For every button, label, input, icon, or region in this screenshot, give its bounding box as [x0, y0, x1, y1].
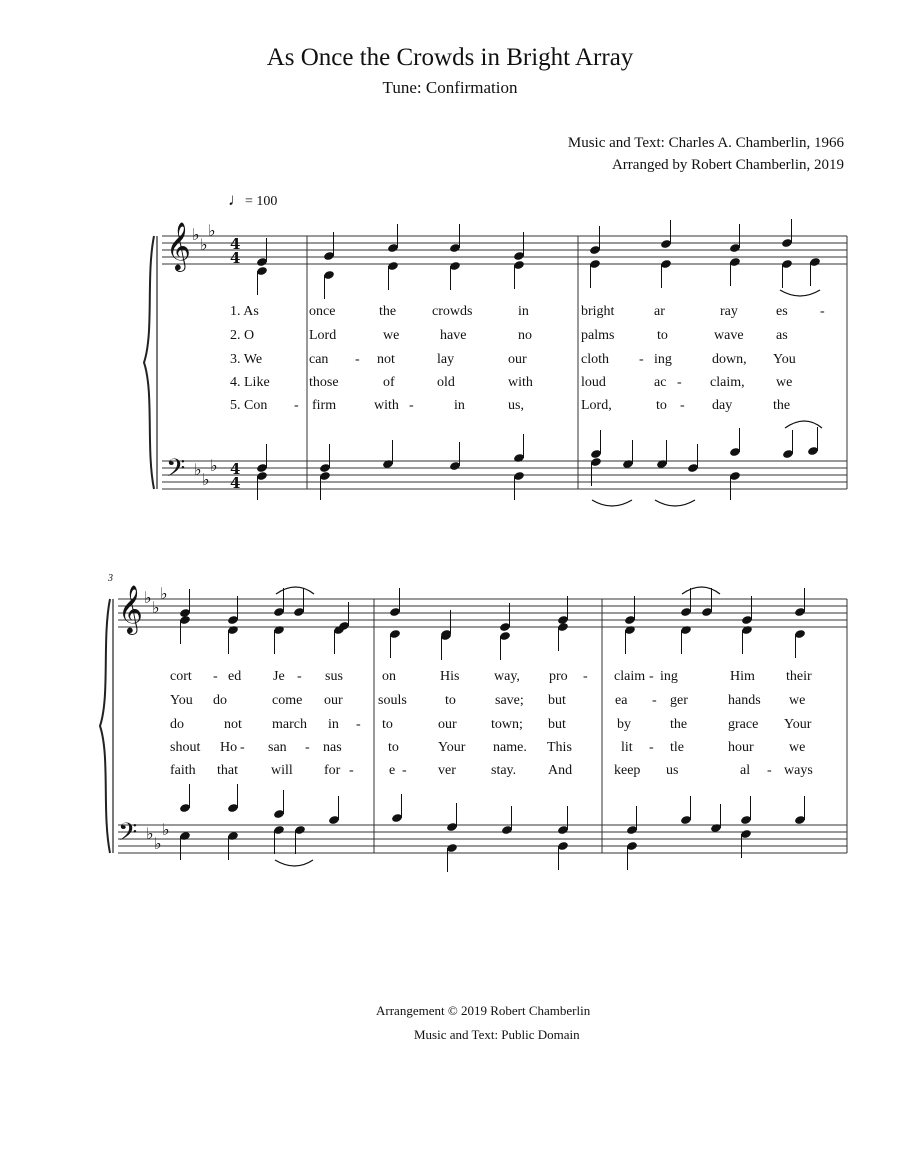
lyric-syllable: 3. We: [230, 352, 263, 367]
bass-clef-icon: 𝄢: [166, 454, 186, 489]
lyric-syllable: san: [268, 740, 287, 755]
lyric-syllable: the: [670, 717, 688, 732]
lyric-syllable: claim,: [710, 375, 745, 390]
lyric-syllable: -: [649, 740, 654, 755]
lyric-syllable: keep: [614, 763, 641, 778]
lyric-syllable: us: [666, 763, 679, 778]
lyric-syllable: -: [652, 693, 657, 708]
tune-subtitle: Tune: Confirmation: [382, 78, 518, 97]
slur: [276, 587, 314, 594]
lyric-syllable: day: [712, 398, 733, 413]
lyric-syllable: of: [383, 375, 395, 390]
lyric-syllable: -: [409, 398, 414, 413]
lyric-syllable: we: [789, 693, 806, 708]
lyric-syllable: ac: [654, 375, 667, 390]
flat-icon: ♭: [154, 834, 162, 853]
lyric-syllable: to: [657, 328, 668, 343]
lyric-syllable: You: [773, 352, 796, 367]
lyric-syllable: our: [438, 717, 457, 732]
lyric-syllable: -: [820, 304, 825, 319]
lyric-syllable: old: [437, 375, 455, 390]
lyric-syllable: that: [217, 763, 238, 778]
lyric-syllable: do: [213, 693, 227, 708]
lyric-syllable: but: [548, 693, 566, 708]
lyric-syllable: crowds: [432, 304, 473, 319]
lyric-syllable: in: [518, 304, 529, 319]
lyric-syllable: -: [677, 375, 682, 390]
lyric-syllable: for: [324, 763, 341, 778]
flat-icon: ♭: [208, 221, 216, 240]
brace-icon: [100, 599, 110, 853]
lyric-syllable: to: [656, 398, 667, 413]
lyric-syllable: -: [639, 352, 644, 367]
lyric-syllable: This: [547, 740, 572, 755]
lyric-syllable: -: [767, 763, 772, 778]
lyric-syllable: on: [382, 669, 396, 684]
lyric-syllable: to: [388, 740, 399, 755]
lyric-syllable: loud: [581, 375, 606, 390]
lyric-syllable: -: [356, 717, 361, 732]
lyric-syllable: by: [617, 717, 631, 732]
lyric-syllable: cloth: [581, 352, 609, 367]
credit-music-text: Music and Text: Charles A. Chamberlin, 1966: [567, 135, 844, 151]
slur: [780, 290, 820, 296]
lyric-syllable: -: [680, 398, 685, 413]
flat-icon: ♭: [192, 225, 200, 244]
lyric-syllable: claim: [614, 669, 646, 684]
lyric-syllable: ray: [720, 304, 738, 319]
slur: [592, 500, 632, 506]
flat-icon: ♭: [144, 588, 152, 607]
lyric-syllable: palms: [581, 328, 615, 343]
lyric-syllable: tle: [670, 740, 684, 755]
lyric-syllable: in: [454, 398, 465, 413]
lyric-syllable: we: [789, 740, 806, 755]
lyric-syllable: faith: [170, 763, 196, 778]
treble-clef-icon: 𝄞: [118, 584, 143, 633]
lyric-syllable: es: [776, 304, 788, 319]
flat-icon: ♭: [146, 824, 154, 843]
lyric-syllable: -: [349, 763, 354, 778]
lyric-syllable: have: [440, 328, 467, 343]
lyric-syllable: Him: [730, 669, 755, 684]
lyric-syllable: with: [374, 398, 399, 413]
lyric-syllable: -: [297, 669, 302, 684]
lyric-syllable: nas: [323, 740, 342, 755]
lyric-syllable: -: [240, 740, 245, 755]
lyric-syllable: the: [379, 304, 397, 319]
time-signature-treble-bottom: 4: [230, 249, 241, 267]
lyric-syllable: ea: [615, 693, 628, 708]
lyric-syllable: the: [773, 398, 791, 413]
lyric-syllable: not: [224, 717, 242, 732]
slur: [655, 500, 695, 506]
page-title: As Once the Crowds in Bright Array: [266, 44, 634, 71]
lyric-syllable: firm: [312, 398, 337, 413]
lyric-syllable: ed: [228, 669, 242, 684]
lyric-syllable: name.: [493, 740, 527, 755]
lyric-syllable: sus: [325, 669, 343, 684]
bass-clef-icon: 𝄢: [118, 818, 138, 853]
lyric-syllable: march: [272, 717, 307, 732]
lyric-syllable: 2. O: [230, 328, 255, 343]
lyric-syllable: save;: [495, 693, 524, 708]
lyric-syllable: we: [776, 375, 793, 390]
lyric-syllable: ver: [438, 763, 456, 778]
lyric-syllable: will: [271, 763, 293, 778]
lyric-syllable: down,: [712, 352, 747, 367]
lyric-syllable: al: [740, 763, 751, 778]
credit-arranged: Arranged by Robert Chamberlin, 2019: [611, 157, 844, 173]
lyric-syllable: us,: [508, 398, 524, 413]
lyric-syllable: ing: [654, 352, 672, 367]
lyric-syllable: 5. Con: [230, 398, 268, 413]
lyric-syllable: lit: [621, 740, 633, 755]
lyric-syllable: ger: [670, 693, 688, 708]
lyric-syllable: Ho: [220, 740, 238, 755]
lyric-syllable: as: [776, 328, 788, 343]
flat-icon: ♭: [210, 456, 218, 475]
treble-clef-icon: 𝄞: [166, 221, 191, 270]
lyric-syllable: Lord: [309, 328, 337, 343]
lyric-syllable: 1. As: [230, 304, 259, 319]
lyric-syllable: our: [324, 693, 343, 708]
flat-icon: ♭: [202, 470, 210, 489]
lyric-syllable: pro: [549, 669, 568, 684]
quarter-note-icon: ♩: [228, 190, 245, 209]
lyric-syllable: ways: [784, 763, 813, 778]
slur: [682, 587, 720, 594]
lyric-syllable: Your: [438, 740, 466, 755]
footer-public-domain: Music and Text: Public Domain: [414, 1027, 580, 1042]
lyric-syllable: those: [309, 375, 339, 390]
lyric-syllable: cort: [170, 669, 192, 684]
lyric-syllable: our: [508, 352, 527, 367]
lyric-syllable: come: [272, 693, 303, 708]
lyric-syllable: wave: [714, 328, 744, 343]
flat-icon: ♭: [194, 460, 202, 479]
brace-icon: [144, 236, 154, 489]
tempo-value: = 100: [245, 194, 278, 209]
lyric-syllable: but: [548, 717, 566, 732]
lyric-syllable: hour: [728, 740, 754, 755]
lyric-syllable: ing: [660, 669, 678, 684]
lyric-syllable: e: [389, 763, 396, 778]
lyric-syllable: no: [518, 328, 532, 343]
lyric-syllable: -: [213, 669, 218, 684]
time-signature-bass-bottom: 4: [230, 474, 241, 492]
lyric-syllable: -: [649, 669, 654, 684]
lyric-syllable: -: [294, 398, 299, 413]
lyric-syllable: You: [170, 693, 193, 708]
lyric-syllable: -: [583, 669, 588, 684]
lyric-syllable: grace: [728, 717, 759, 732]
slur: [275, 860, 313, 866]
lyric-syllable: in: [328, 717, 339, 732]
time-signature-treble-top: 4: [230, 235, 241, 253]
flat-icon: ♭: [152, 598, 160, 617]
lyric-syllable: we: [383, 328, 400, 343]
lyric-syllable: can: [309, 352, 329, 367]
lyric-syllable: -: [402, 763, 407, 778]
lyric-syllable: And: [548, 763, 573, 778]
slur: [785, 421, 822, 428]
lyric-syllable: ar: [654, 304, 665, 319]
lyric-syllable: stay.: [491, 763, 517, 778]
lyric-syllable: souls: [378, 693, 407, 708]
lyric-syllable: lay: [437, 352, 455, 367]
footer-arrangement: Arrangement © 2019 Robert Chamberlin: [376, 1003, 591, 1018]
measure-number: 3: [108, 573, 113, 584]
lyric-syllable: hands: [728, 693, 761, 708]
flat-icon: ♭: [200, 235, 208, 254]
lyric-syllable: do: [170, 717, 184, 732]
lyric-syllable: Je: [273, 669, 285, 684]
lyric-syllable: with: [508, 375, 533, 390]
lyric-syllable: to: [382, 717, 393, 732]
lyric-syllable: not: [377, 352, 395, 367]
lyric-syllable: town;: [491, 717, 523, 732]
lyric-syllable: to: [445, 693, 456, 708]
lyric-syllable: His: [440, 669, 460, 684]
lyric-syllable: shout: [170, 740, 201, 755]
flat-icon: ♭: [162, 820, 170, 839]
lyric-syllable: Your: [784, 717, 812, 732]
lyric-syllable: 4. Like: [230, 375, 270, 390]
lyric-syllable: -: [355, 352, 360, 367]
lyric-syllable: way,: [494, 669, 520, 684]
time-signature-bass-top: 4: [230, 460, 241, 478]
lyric-syllable: their: [786, 669, 812, 684]
lyric-syllable: Lord,: [581, 398, 612, 413]
flat-icon: ♭: [160, 584, 168, 603]
lyric-syllable: once: [309, 304, 336, 319]
lyric-syllable: -: [305, 740, 310, 755]
lyric-syllable: bright: [581, 304, 615, 319]
